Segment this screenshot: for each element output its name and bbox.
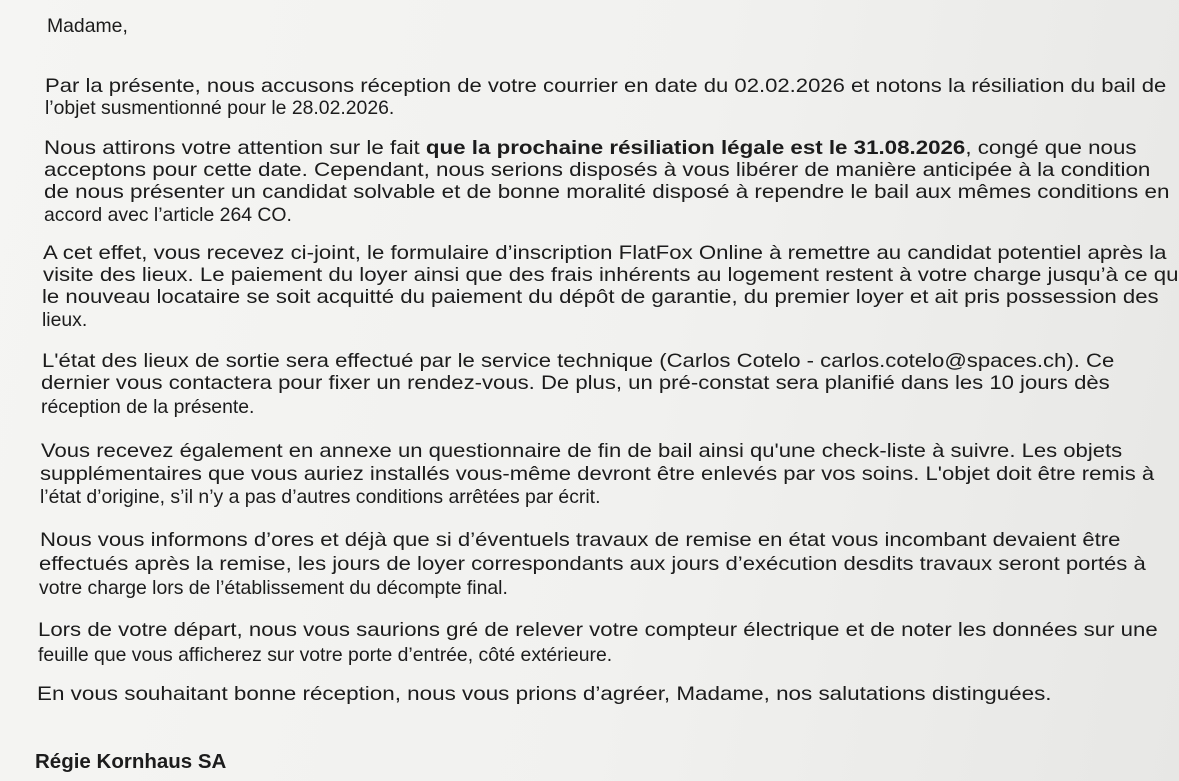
paragraph-2-text-b: , congé que nous: [965, 137, 1137, 159]
paragraph-5-line-3: l’état d’origine, s’il n’y a pas d’autres conditions arrêtées par écrit.: [40, 486, 601, 508]
paragraph-2-line-3: de nous présenter un candidat solvable et de bonne moralité disposé à rependre le bail aux mêmes conditions en: [44, 181, 1170, 203]
paragraph-4-line-3: réception de la présente.: [41, 396, 255, 418]
paragraph-2-line-2: acceptons pour cette date. Cependant, nous serions disposés à vous libérer de manière anticipée à la condition: [44, 159, 1151, 181]
paragraph-3-line-1: A cet effet, vous recevez ci-joint, le formulaire d’inscription FlatFox Online à remettre au candidat potentiel après la: [43, 242, 1167, 264]
paragraph-7-line-1: Lors de votre départ, nous vous saurions gré de relever votre compteur électrique et de noter les données sur une: [38, 619, 1158, 641]
paragraph-1-line-1: Par la présente, nous accusons réception de votre courrier en date du 02.02.2026 et notons la résiliation du bail de: [45, 75, 1167, 97]
paragraph-3-line-3: le nouveau locataire se soit acquitté du paiement du dépôt de garantie, du premier loyer et ait pris possession des: [42, 286, 1159, 308]
paragraph-1-line-2: l’objet susmentionné pour le 28.02.2026.: [45, 97, 395, 119]
closing-sentence: En vous souhaitant bonne réception, nous vous prions d’agréer, Madame, nos salutations distinguées.: [37, 683, 1052, 705]
paragraph-6-line-2: effectués après la remise, les jours de loyer correspondants aux jours d’exécution desdits travaux seront portés à: [39, 553, 1146, 575]
paragraph-3-line-2: visite des lieux. Le paiement du loyer ainsi que des frais inhérents au logement restent à votre charge jusqu’à ce qu: [43, 264, 1179, 286]
paragraph-5-line-2: supplémentaires que vous auriez installés vous-même devront être enlevés par vos soins. L'objet doit être remis à: [40, 463, 1155, 485]
paragraph-6-line-3: votre charge lors de l’établissement du décompte final.: [39, 577, 508, 599]
paragraph-2-line-1: [44, 137, 1137, 160]
termination-date-emphasis: que la prochaine résiliation légale est le 31.08.2026: [425, 137, 966, 159]
paragraph-4-line-1: L'état des lieux de sortie sera effectué par le service technique (Carlos Cotelo - carlos.cotelo@spaces.ch). Ce: [42, 350, 1115, 372]
paragraph-7-line-2: feuille que vous afficherez sur votre porte d’entrée, côté extérieure.: [38, 644, 613, 666]
salutation: Madame,: [47, 15, 128, 37]
paragraph-6-line-1: Nous vous informons d’ores et déjà que si d’éventuels travaux de remise en état vous incombant devaient être: [40, 529, 1121, 551]
paragraph-5-line-1: Vous recevez également en annexe un questionnaire de fin de bail ainsi qu'une check-liste à suivre. Les objets: [41, 440, 1123, 462]
paragraph-4-line-2: dernier vous contactera pour fixer un rendez-vous. De plus, un pré-constat sera planifié dans les 10 jours dès: [41, 372, 1110, 394]
paragraph-2-line-4: accord avec l’article 264 CO.: [44, 204, 292, 226]
paragraph-3-line-4: lieux.: [42, 309, 88, 331]
signature: Régie Kornhaus SA: [35, 750, 227, 773]
paragraph-2-text-a: Nous attirons votre attention sur le fait: [44, 137, 426, 159]
